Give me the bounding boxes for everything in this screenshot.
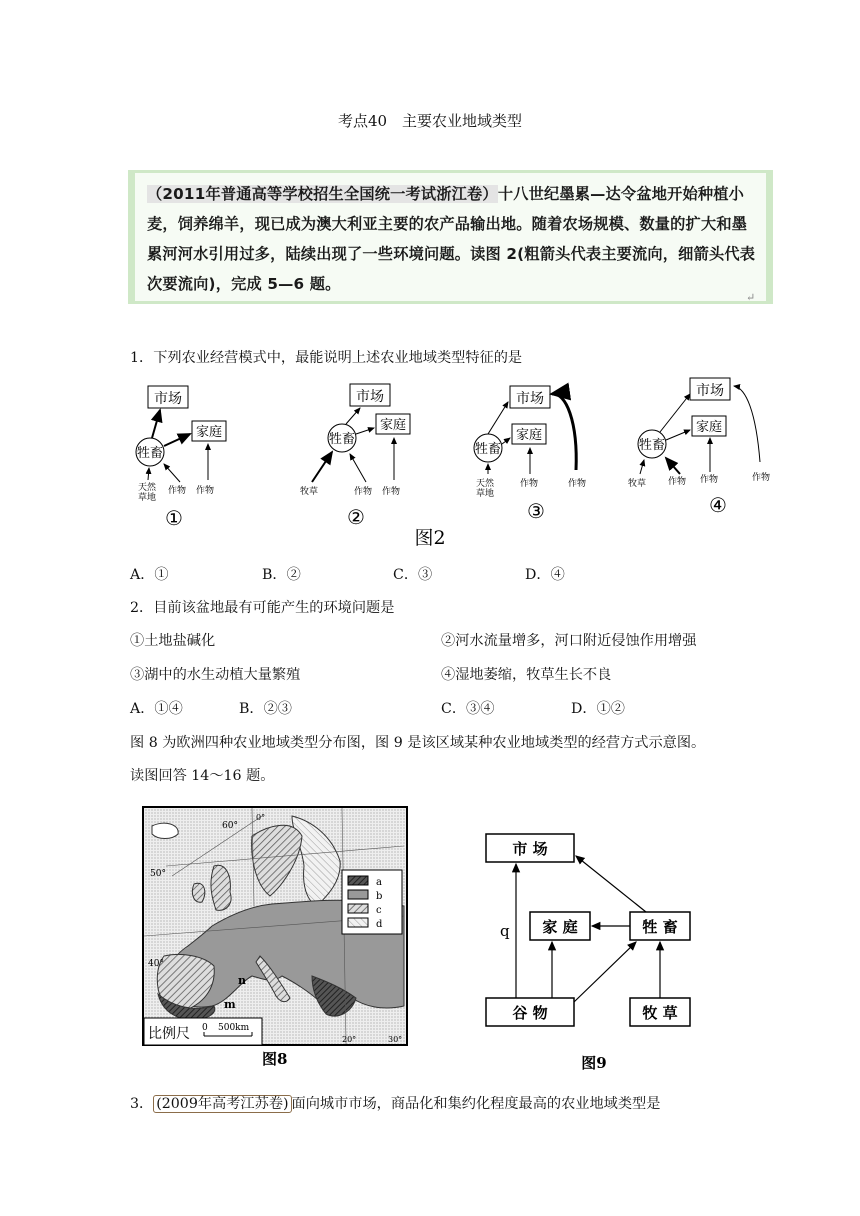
d4-market-label: 市场 [696,383,724,399]
f9-grain: 谷 物 [512,1004,548,1022]
diagram-2 [300,384,410,529]
f9-market: 市 场 [512,840,548,858]
q2-option-c[interactable]: C．③④ [441,701,495,717]
map-legend [342,870,402,934]
lon-0: 0° [256,813,266,822]
passage-body: 十八世纪墨累—达令盆地开始种植小麦，饲养绵羊，现已成为澳大利亚主要的农产品输出地。随着农场规模、数量的扩大和墨累河河水引用过多，陆续出现了一些环境问题。读图 2(粗箭头代表主要流向，细箭头代表次要流向)，完成 5—6 题。 [147,185,756,293]
d1-input1: 天然 [138,483,157,493]
d4-input4: 作物 [752,473,771,483]
d2-input2: 作物 [354,487,373,497]
q1-stem: 1．下列农业经营模式中，最能说明上述农业地域类型特征的是 [130,350,523,366]
q3-number: 3． [130,1096,154,1112]
diagram-1 [136,386,226,530]
passage-source: （2011年普通高等学校招生全国统一考试浙江卷） [147,185,498,203]
q1-option-d[interactable]: D．④ [525,567,565,583]
passage-box [128,170,773,304]
legend-a: a [376,877,382,888]
d4-input1: 牧草 [628,479,647,489]
d3-family-label: 家庭 [515,428,543,443]
f9-family: 家 庭 [542,918,578,936]
q3-source: (2009年高考江苏卷) [153,1095,291,1113]
d2-input1: 牧草 [300,487,319,497]
d4-livestock-label: 牲畜 [638,438,666,453]
d1-input3: 作物 [196,486,215,496]
q1-option-a[interactable]: A．① [130,567,169,583]
lat-50: 50° [150,869,166,879]
d4-family-label: 家庭 [695,420,723,435]
figure-9-caption: 图9 [581,1054,607,1072]
d3-input3: 作物 [568,479,587,489]
legend-c: c [376,905,382,916]
d3-livestock-label: 牲畜 [474,442,502,457]
lon-30: 30° [388,1035,403,1044]
diagram-3 [474,386,586,523]
svg-text:草地: 草地 [476,489,495,499]
figure-8-map [142,806,408,1068]
f9-q-label: q [500,922,510,940]
scale-value: 500km [218,1023,250,1033]
intro-line-1: 图 8 为欧洲四种农业地域类型分布图，图 9 是该区域某种农业地域类型的经营方式示意图。 [130,735,706,751]
figure-2 [120,372,800,557]
d3-input2: 作物 [520,479,539,489]
d3-input1: 天然 [476,479,495,489]
f9-pasture: 牧 草 [642,1004,678,1022]
q2-item-3: ③湖中的水生动植大量繁殖 [130,667,301,683]
legend-d: d [376,919,383,930]
d1-input2: 作物 [168,486,187,496]
d1-livestock-label: 牲畜 [136,446,164,461]
d3-market-label: 市场 [516,391,544,407]
q3-stem-line [130,1094,660,1114]
figure-2-caption: 图2 [414,527,446,549]
d2-family-label: 家庭 [379,418,407,433]
d1-market-label: 市场 [154,391,182,407]
page-title: 考点40 主要农业地域类型 [337,112,523,130]
d1-family-label: 家庭 [195,425,223,440]
q3-stem: 面向城市市场，商品化和集约化程度最高的农业地域类型是 [291,1096,661,1112]
figure-8-caption: 图8 [262,1050,288,1068]
q2-item-4: ④湿地萎缩，牧草生长不良 [441,667,612,683]
scale-zero: 0 [202,1023,208,1033]
paragraph-mark: ↵ [746,291,756,304]
d1-number: ① [165,506,183,530]
q1-option-c[interactable]: C．③ [393,567,433,583]
diagram-4 [628,378,770,517]
d2-input3: 作物 [382,487,401,497]
passage-text [147,179,756,299]
svg-text:草地: 草地 [138,493,157,503]
legend-b: b [376,891,383,902]
scale-label: 比例尺 [148,1026,190,1042]
letter-m: m [224,998,236,1011]
f9-livestock: 牲 畜 [642,918,678,936]
lat-40: 40° [148,959,164,969]
lon-20: 20° [342,1035,357,1044]
q2-option-b[interactable]: B．②③ [239,701,292,717]
d2-market-label: 市场 [356,389,384,405]
q2-stem: 2．目前该盆地最有可能产生的环境问题是 [130,600,395,616]
q1-option-b[interactable]: B．② [262,567,301,583]
q2-item-2: ②河水流量增多，河口附近侵蚀作用增强 [441,633,697,649]
q2-item-1: ①土地盐碱化 [130,633,216,649]
lat-60: 60° [222,821,238,831]
d3-number: ③ [527,499,545,523]
q2-option-d[interactable]: D．①② [571,701,625,717]
intro-line-2: 读图回答 14～16 题。 [130,768,275,784]
d4-input2: 作物 [668,477,687,487]
d4-input3: 作物 [700,475,719,485]
d2-number: ② [347,505,365,529]
q2-option-a[interactable]: A．①④ [130,701,183,717]
figure-9-diagram [476,826,712,1074]
letter-n: n [238,974,246,987]
d4-number: ④ [709,493,727,517]
d2-livestock-label: 牲畜 [328,432,356,447]
